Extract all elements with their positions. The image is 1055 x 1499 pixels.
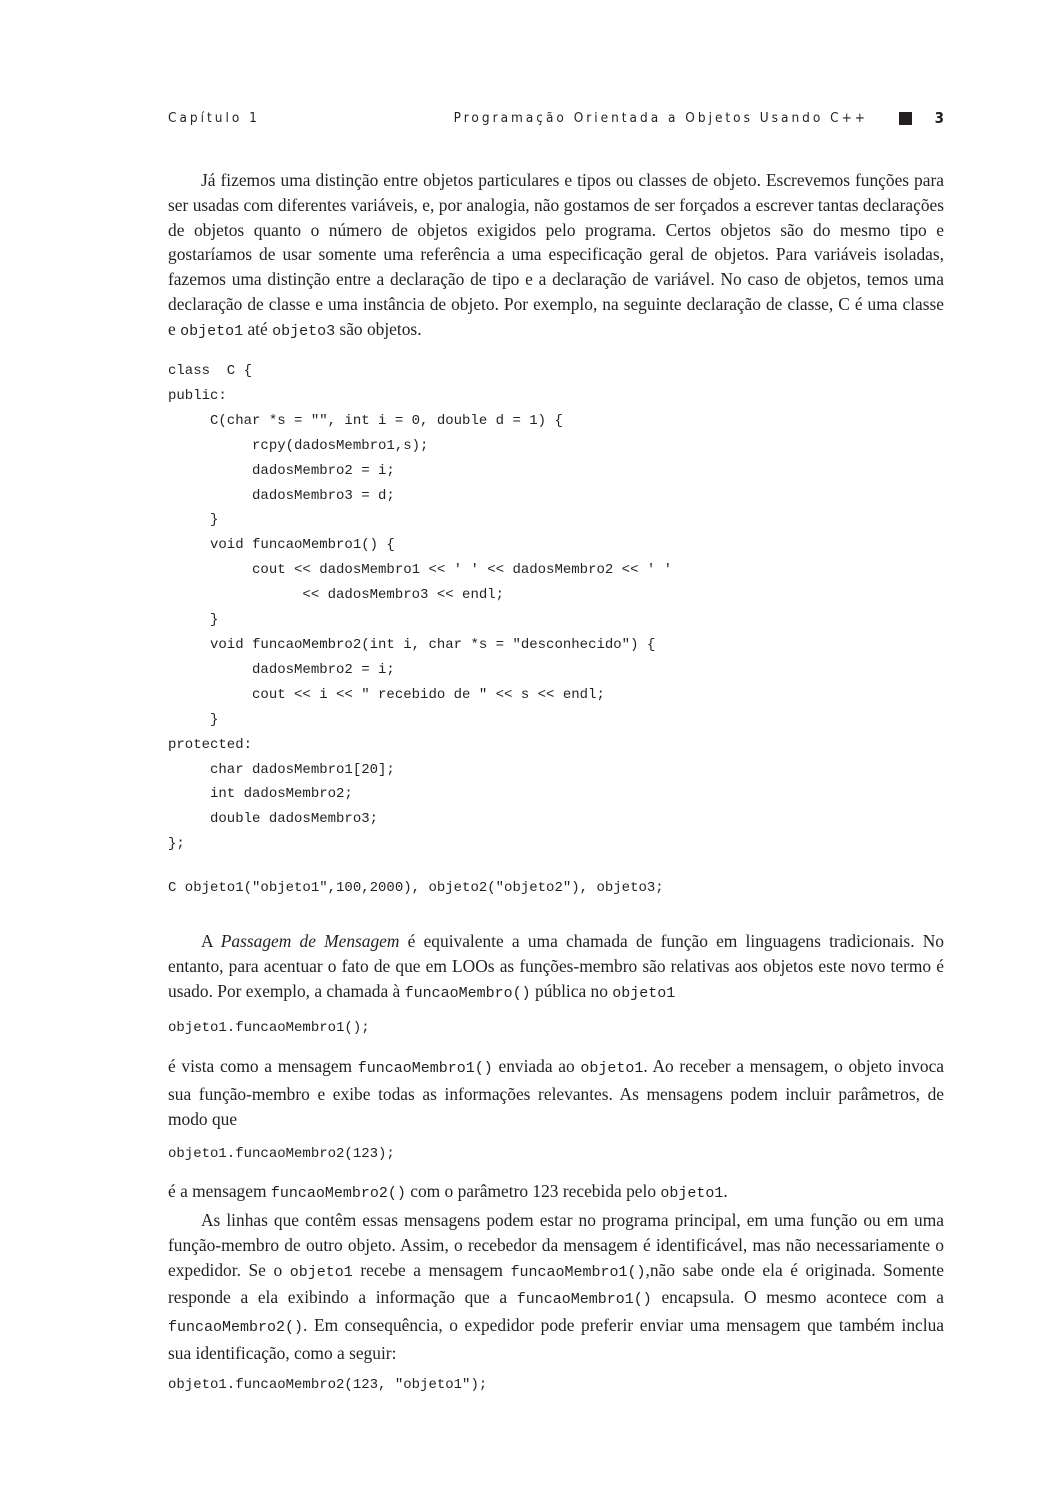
inline-code: objeto1 bbox=[612, 984, 676, 1002]
text-run: é vista como a mensagem bbox=[168, 1056, 358, 1076]
inline-code: funcaoMembro2() bbox=[168, 1319, 304, 1337]
inline-code: objeto3 bbox=[272, 322, 336, 340]
text-run: enviada ao bbox=[492, 1056, 581, 1076]
text-run: A bbox=[201, 931, 221, 951]
chapter-title: Programação Orientada a Objetos Usando C++ bbox=[453, 110, 868, 126]
text-run: As linhas que contêm essas mensagens podem estar no programa principal, em uma função ou em uma função-membro de outro objeto. Assim, o recebedor da mensagem é identificável, mas não necessariamente o expedidor. Se o bbox=[168, 1210, 944, 1280]
text-run: é equivalente a uma chamada de função em linguagens tradicionais. No entanto, para acentuar o fato de que em LOOs as funções-membro são relativas aos objetos este novo termo é usado. Por exemplo, a chamada à bbox=[168, 931, 944, 1001]
paragraph-message-param bbox=[168, 1179, 944, 1207]
inline-code: objeto1 bbox=[660, 1185, 724, 1202]
call-code-1: objeto1.funcaoMembro1(); bbox=[168, 1020, 370, 1036]
class-code-block: class C { public: C(char *s = "", int i = 0, double d = 1) { rcpy(dadosMembro1,s); dadosMembro2 = i; dadosMembro3 = d; } void funcaoMembro1() { cout << dadosMembro1 << ' ' << dadosMembro2 << ' ' << dadosMembro3 << endl; } void funcaoMembro2(int i, char *s = "desconhecido") { dadosMembro2 = i; cout << i << " recebido de " << s << endl; } protected: char dadosMembro1[20]; int dadosMembro2; double dadosMembro3; }; bbox=[168, 363, 673, 853]
text-run: recebe a mensagem bbox=[352, 1259, 511, 1280]
call-code-2: objeto1.funcaoMembro2(123); bbox=[168, 1146, 395, 1162]
object-instances-code: C objeto1("objeto1",100,2000), objeto2("objeto2"), objeto3; bbox=[168, 880, 664, 896]
page-number: 3 bbox=[934, 109, 944, 127]
paragraph-sender bbox=[168, 1208, 944, 1366]
text-run: até bbox=[243, 318, 273, 339]
inline-code: objeto1 bbox=[580, 1060, 644, 1077]
call-code-3: objeto1.funcaoMembro2(123, "objeto1"); bbox=[168, 1377, 488, 1393]
inline-code: funcaoMembro1() bbox=[516, 1291, 652, 1309]
chapter-label: Capítulo 1 bbox=[168, 110, 260, 126]
text-run: encapsula. O mesmo acontece com a bbox=[651, 1287, 945, 1308]
inline-code: funcaoMembro1() bbox=[357, 1060, 493, 1077]
text-run: são objetos. bbox=[335, 318, 422, 339]
running-header bbox=[168, 110, 944, 130]
inline-code: funcaoMembro1() bbox=[510, 1263, 646, 1281]
paragraph-classes bbox=[168, 168, 944, 345]
text-run: . Em consequência, o expedidor pode preferir enviar uma mensagem que também inclua sua identificação, como a seguir: bbox=[168, 1315, 944, 1363]
text-run: ,não sabe onde ela é originada. Somente responde a ela exibindo a informação que a bbox=[168, 1259, 944, 1308]
text-run: . Ao receber a mensagem, o objeto invoca sua função-membro e exibe todas as informações relevantes. As mensagens podem incluir parâmetros, de modo que bbox=[168, 1056, 945, 1129]
inline-code: objeto1 bbox=[180, 322, 244, 340]
inline-code: objeto1 bbox=[289, 1263, 353, 1281]
inline-code: funcaoMembro2() bbox=[270, 1185, 406, 1202]
text-run: . bbox=[723, 1181, 728, 1201]
inline-code: funcaoMembro() bbox=[404, 984, 531, 1002]
paragraph-message-seen bbox=[168, 1054, 944, 1131]
square-bullet-icon bbox=[899, 112, 912, 125]
text-run: é a mensagem bbox=[168, 1181, 271, 1201]
text-run: com o parâmetro 123 recebida pelo bbox=[405, 1181, 661, 1201]
text-run: Já fizemos uma distinção entre objetos particulares e tipos ou classes de objeto. Escrevemos funções para ser usadas com diferentes variáveis, e, por analogia, não gostamos de ser forçados a escrever tantas declarações de objetos quanto o número de objetos exigidos pelo programa. Certos objetos são do mesmo tipo e gostaríamos de usar somente uma referência a uma especificação geral de objetos. Para variáveis isoladas, fazemos uma distinção entre a declaração de tipo e a declaração de variável. No caso de objetos, temos uma declaração de classe e uma instância de objeto. Por exemplo, na seguinte declaração de classe, C é uma classe e bbox=[168, 170, 944, 339]
text-run: pública no bbox=[530, 980, 613, 1001]
emphasis-term: Passagem de Mensagem bbox=[220, 931, 400, 951]
paragraph-message-passing bbox=[168, 929, 944, 1006]
